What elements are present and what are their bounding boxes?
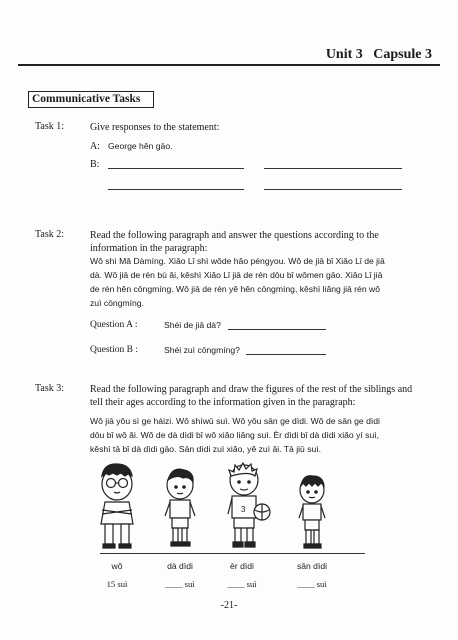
question-b-label: Question B : [90,345,139,355]
section-title-box: Communicative Tasks [28,91,154,108]
figure-name-wo: wǒ [111,561,123,571]
task1-answer-blank-4[interactable] [264,189,402,190]
task1-instruction: Give responses to the statement: [90,122,220,133]
question-a-text: Shéi de jiā dà? [164,320,221,330]
svg-text:3: 3 [241,505,246,514]
task1-b-label: B: [90,159,100,170]
paragraph-line: kěshì tā bǐ dà dìdi gāo. Sān dìdi zuì xiǎo, yě zuì ǎi. Tā jiǔ suì. [90,444,322,454]
paragraph-line: de rén hěn cōngmíng. Wǒ jiā de rén yě hěn cōngmíng, kěshì liǎng jiā rén wǒ [90,284,380,294]
paragraph-line: Wǒ jiā yǒu sì ge háizi. Wǒ shíwǔ suì. Wǒ yǒu sān ge dìdi. Wǒ de sān ge dìdi [90,416,380,426]
task2-paragraph [90,254,420,310]
task1-label: Task 1: [35,121,65,132]
unit-capsule-title: Unit 3 Capsule 3 [325,47,432,62]
task1-answer-blank-3[interactable] [108,189,244,190]
question-b-text: Shéi zuì cōngmíng? [164,345,240,355]
figure-da-didi-drawing [165,469,195,546]
figure-age-da-didi[interactable]: ____ suì [165,579,195,589]
figure-age-san-didi[interactable]: ____ suì [297,579,327,589]
sibling-figures [90,462,370,554]
paragraph-line: zuì cōngmíng. [90,298,144,308]
task3-label: Task 3: [35,383,65,394]
task3-instruction: Read the following paragraph and draw the figures of the rest of the siblings and tell their ages according to the information given in the paragraph: [90,384,413,408]
figure-wo-drawing [101,464,133,548]
task1-answer-blank-1[interactable] [108,168,244,169]
question-b-answer-blank[interactable] [246,354,326,355]
figure-baseline [100,553,365,554]
figure-age-er-didi[interactable]: ____ suì [227,579,257,589]
figure-name-da-didi: dà dìdi [167,561,193,571]
figure-name-er-didi: èr dìdi [230,561,254,571]
question-a-label: Question A : [90,320,138,330]
paragraph-line: Wǒ shì Mǎ Dàmíng. Xiǎo Lǐ shì wǒde hǎo péngyou. Wǒ de jiā bǐ Xiǎo Lǐ de jiā [90,256,385,266]
task1-answer-blank-2[interactable] [264,168,402,169]
task1-a-label: A: [90,141,100,152]
paragraph-line: dōu bǐ wǒ ǎi. Wǒ de dà dìdi bǐ wǒ xiǎo liǎng suì. Èr dìdi bǐ dà dìdi xiǎo yí suì, [90,430,380,440]
task2-label: Task 2: [35,229,65,240]
figure-er-didi-drawing [228,463,270,547]
figure-age-wo: 15 suì [106,579,128,589]
task1-a-text: George hěn gāo. [108,141,173,151]
figure-san-didi-drawing [299,476,325,548]
task3-paragraph [90,414,420,456]
paragraph-line: dà. Wǒ jiā de rén bù ǎi, kěshì Xiǎo Lǐ jiā de rén dōu bǐ wǒmen gāo. Xiǎo Lǐ jiā [90,270,383,280]
question-a-answer-blank[interactable] [228,329,326,330]
figure-name-san-didi: sān dìdi [296,561,328,571]
task2-instruction: Read the following paragraph and answer the questions according to the information in the paragraph: [90,230,379,254]
header-rule [18,64,440,66]
page-number: -21- [220,600,238,611]
